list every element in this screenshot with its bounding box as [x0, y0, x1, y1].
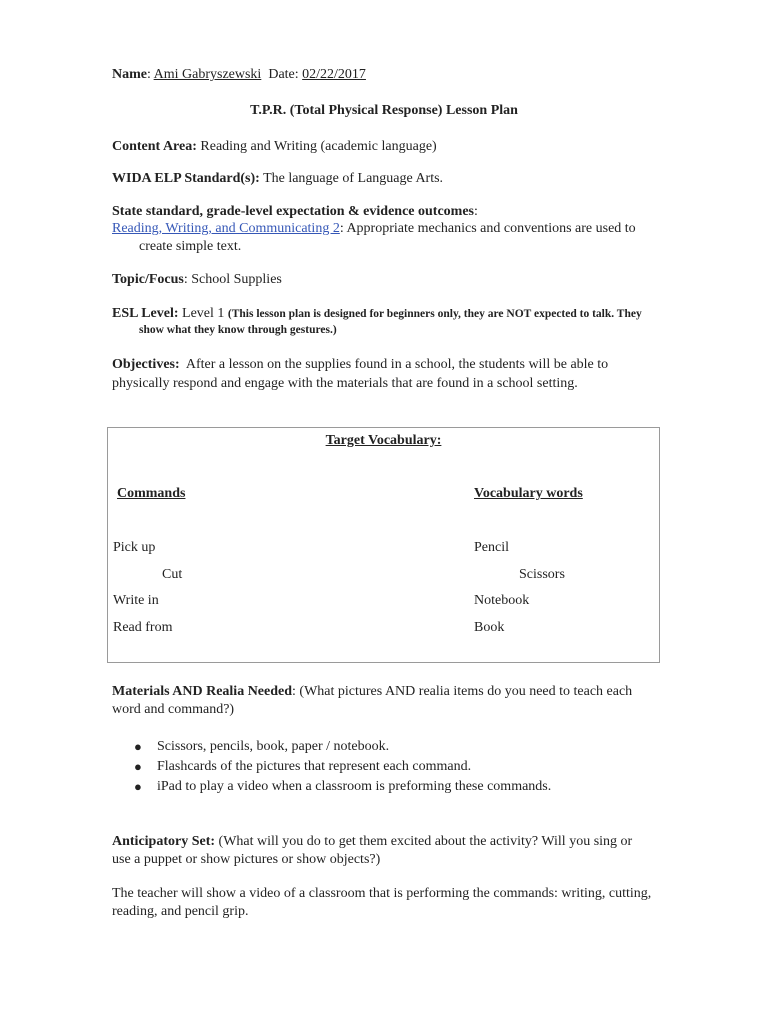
content-area-line — [112, 138, 437, 155]
materials-list — [112, 737, 672, 797]
name-value: Ami Gabryszewski — [153, 67, 262, 82]
objectives-label: Objectives: — [112, 357, 180, 372]
state-standard-colon: : — [473, 204, 478, 219]
name-label: Name — [112, 67, 147, 82]
state-standard-body — [112, 220, 652, 256]
anticipatory-prompt: (What will you do to get them excited about the activity? Will you sing or use a puppet or show pictures or show objects?) — [112, 834, 633, 867]
list-item — [112, 737, 672, 757]
command-item: Read from — [113, 620, 173, 635]
bullet-icon: ● — [134, 779, 142, 794]
date-label: Date: — [268, 67, 299, 82]
vocabulary-word: Notebook — [474, 593, 530, 608]
list-item — [112, 757, 672, 777]
materials-label: Materials AND Realia Needed — [112, 684, 293, 699]
topic-value: : School Supplies — [183, 272, 282, 287]
esl-label: ESL Level: — [112, 306, 179, 321]
vocabulary-word: Scissors — [519, 567, 565, 582]
page-title: T.P.R. (Total Physical Response) Lesson Plan — [250, 103, 518, 118]
bullet-icon: ● — [134, 739, 142, 754]
command-item: Cut — [162, 567, 183, 582]
wida-line — [112, 170, 443, 187]
content-area-label: Content Area: — [112, 139, 197, 154]
list-item-text: iPad to play a video when a classroom is preforming these commands. — [157, 779, 552, 794]
vocabulary-word: Book — [474, 620, 505, 635]
state-standard-label: State standard, grade-level expectation & evidence outcomes — [112, 204, 474, 219]
materials-block — [112, 683, 652, 719]
anticipatory-answer: The teacher will show a video of a classroom that is performing the commands: writing, cutting, reading, and pencil grip. — [112, 886, 652, 919]
materials-prompt: : (What pictures AND realia items do you need to teach each word and command?) — [112, 684, 633, 717]
standard-link[interactable]: Reading, Writing, and Communicating 2 — [112, 221, 340, 236]
state-standard-heading — [112, 203, 478, 220]
commands-header: Commands — [117, 486, 186, 501]
list-item-text: Flashcards of the pictures that represent each command. — [157, 759, 472, 774]
esl-level: Level 1 — [182, 306, 225, 321]
vocabulary-word: Pencil — [474, 540, 509, 555]
vocabulary-words-header: Vocabulary words — [474, 486, 583, 501]
objectives-block — [112, 355, 652, 393]
wida-value: The language of Language Arts. — [263, 171, 444, 186]
bullet-icon: ● — [134, 759, 142, 774]
anticipatory-set-block — [112, 833, 652, 869]
command-item: Write in — [113, 593, 159, 608]
content-area-value: Reading and Writing (academic language) — [200, 139, 437, 154]
objectives-text: After a lesson on the supplies found in a school, the students will be able to physically respond and engage with the materials that are found in a school setting. — [112, 357, 609, 391]
vocabulary-table — [107, 427, 660, 663]
esl-note: (This lesson plan is designed for beginners only, they are NOT expected to talk. They show what they know through gestures.) — [139, 308, 642, 336]
date-value: 02/22/2017 — [302, 67, 366, 82]
name-separator: : — [147, 67, 151, 82]
esl-level-block — [112, 306, 652, 338]
command-item: Pick up — [113, 540, 156, 555]
topic-line — [112, 271, 282, 288]
header-line — [112, 66, 366, 83]
list-item — [112, 777, 672, 797]
wida-label: WIDA ELP Standard(s): — [112, 171, 260, 186]
anticipatory-label: Anticipatory Set: — [112, 834, 216, 849]
topic-label: Topic/Focus — [112, 272, 184, 287]
list-item-text: Scissors, pencils, book, paper / notebook. — [157, 739, 390, 754]
vocabulary-title: Target Vocabulary: — [325, 433, 442, 448]
standard-text: : Appropriate mechanics and conventions are used to create simple text. — [139, 221, 636, 254]
